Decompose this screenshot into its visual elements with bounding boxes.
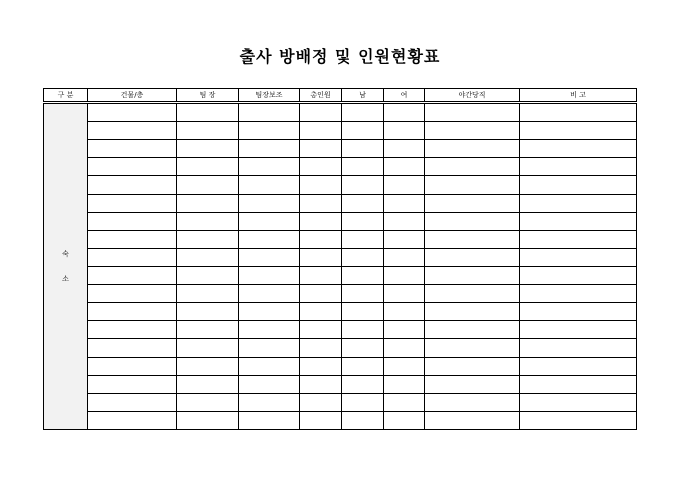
cell-assistant-leader[interactable] [239,375,300,393]
cell-male[interactable] [342,303,384,321]
cell-total-people[interactable] [300,411,342,429]
cell-female[interactable] [384,212,425,230]
cell-total-people[interactable] [300,357,342,375]
cell-total-people[interactable] [300,176,342,194]
cell-total-people[interactable] [300,103,342,122]
cell-remarks[interactable] [520,194,637,212]
cell-assistant-leader[interactable] [239,339,300,357]
cell-male[interactable] [342,176,384,194]
table-row [44,122,637,140]
cell-building-floor[interactable] [88,122,177,140]
cell-female[interactable] [384,158,425,176]
cell-total-people[interactable] [300,303,342,321]
cell-team-leader[interactable] [177,321,239,339]
cell-night-duty[interactable] [425,393,520,411]
cell-male[interactable] [342,266,384,284]
cell-assistant-leader[interactable] [239,176,300,194]
cell-female[interactable] [384,303,425,321]
table-row [44,393,637,411]
header-building-floor: 건물/층 [88,89,177,103]
cell-night-duty[interactable] [425,194,520,212]
cell-total-people[interactable] [300,230,342,248]
cell-building-floor[interactable] [88,393,177,411]
cell-remarks[interactable] [520,103,637,122]
cell-total-people[interactable] [300,248,342,266]
cell-total-people[interactable] [300,285,342,303]
cell-night-duty[interactable] [425,176,520,194]
cell-remarks[interactable] [520,375,637,393]
table-row [44,285,637,303]
cell-male[interactable] [342,321,384,339]
room-assignment-table [43,88,637,430]
cell-team-leader[interactable] [177,176,239,194]
cell-team-leader[interactable] [177,411,239,429]
cell-building-floor[interactable] [88,339,177,357]
header-male: 남 [342,89,384,103]
cell-building-floor[interactable] [88,266,177,284]
cell-night-duty[interactable] [425,103,520,122]
cell-team-leader[interactable] [177,194,239,212]
cell-team-leader[interactable] [177,230,239,248]
cell-team-leader[interactable] [177,339,239,357]
cell-team-leader[interactable] [177,158,239,176]
cell-female[interactable] [384,103,425,122]
cell-female[interactable] [384,140,425,158]
cell-team-leader[interactable] [177,122,239,140]
cell-male[interactable] [342,140,384,158]
cell-assistant-leader[interactable] [239,158,300,176]
cell-remarks[interactable] [520,411,637,429]
document-title: 출사 방배정 및 인원현황표 [239,47,441,66]
cell-male[interactable] [342,248,384,266]
cell-assistant-leader[interactable] [239,194,300,212]
cell-assistant-leader[interactable] [239,285,300,303]
cell-male[interactable] [342,285,384,303]
group-cell-lodging [44,103,88,430]
cell-building-floor[interactable] [88,103,177,122]
cell-assistant-leader[interactable] [239,212,300,230]
cell-team-leader[interactable] [177,393,239,411]
cell-assistant-leader[interactable] [239,321,300,339]
cell-building-floor[interactable] [88,248,177,266]
cell-night-duty[interactable] [425,339,520,357]
cell-male[interactable] [342,158,384,176]
cell-building-floor[interactable] [88,194,177,212]
cell-total-people[interactable] [300,122,342,140]
table-row [44,176,637,194]
table-row [44,103,637,122]
cell-team-leader[interactable] [177,285,239,303]
cell-male[interactable] [342,375,384,393]
cell-night-duty[interactable] [425,158,520,176]
table-row [44,248,637,266]
cell-night-duty[interactable] [425,285,520,303]
cell-night-duty[interactable] [425,303,520,321]
cell-building-floor[interactable] [88,303,177,321]
cell-assistant-leader[interactable] [239,230,300,248]
cell-male[interactable] [342,103,384,122]
cell-total-people[interactable] [300,393,342,411]
cell-total-people[interactable] [300,140,342,158]
cell-team-leader[interactable] [177,375,239,393]
cell-remarks[interactable] [520,285,637,303]
cell-night-duty[interactable] [425,321,520,339]
cell-assistant-leader[interactable] [239,266,300,284]
cell-female[interactable] [384,375,425,393]
cell-team-leader[interactable] [177,140,239,158]
cell-night-duty[interactable] [425,357,520,375]
cell-team-leader[interactable] [177,212,239,230]
cell-building-floor[interactable] [88,140,177,158]
cell-team-leader[interactable] [177,248,239,266]
cell-female[interactable] [384,411,425,429]
cell-female[interactable] [384,248,425,266]
cell-female[interactable] [384,339,425,357]
cell-night-duty[interactable] [425,140,520,158]
cell-night-duty[interactable] [425,248,520,266]
header-team-leader: 팀 장 [177,89,239,103]
cell-female[interactable] [384,266,425,284]
cell-female[interactable] [384,122,425,140]
cell-male[interactable] [342,393,384,411]
cell-female[interactable] [384,176,425,194]
cell-night-duty[interactable] [425,375,520,393]
cell-building-floor[interactable] [88,230,177,248]
table-row [44,321,637,339]
cell-male[interactable] [342,212,384,230]
cell-assistant-leader[interactable] [239,411,300,429]
table-row [44,266,637,284]
cell-male[interactable] [342,194,384,212]
group-label-char: 숙 [62,249,69,258]
cell-total-people[interactable] [300,212,342,230]
cell-assistant-leader[interactable] [239,140,300,158]
cell-female[interactable] [384,357,425,375]
cell-remarks[interactable] [520,393,637,411]
cell-building-floor[interactable] [88,212,177,230]
header-row [44,89,637,103]
cell-night-duty[interactable] [425,411,520,429]
cell-remarks[interactable] [520,230,637,248]
cell-remarks[interactable] [520,158,637,176]
header-remarks: 비 고 [520,89,637,103]
cell-remarks[interactable] [520,303,637,321]
header-assistant-leader: 팀장보조 [239,89,300,103]
cell-male[interactable] [342,411,384,429]
cell-male[interactable] [342,339,384,357]
table-row [44,411,637,429]
cell-remarks[interactable] [520,122,637,140]
cell-female[interactable] [384,194,425,212]
cell-team-leader[interactable] [177,103,239,122]
cell-total-people[interactable] [300,321,342,339]
table-row [44,375,637,393]
cell-assistant-leader[interactable] [239,303,300,321]
cell-remarks[interactable] [520,212,637,230]
cell-remarks[interactable] [520,248,637,266]
cell-male[interactable] [342,122,384,140]
cell-male[interactable] [342,357,384,375]
cell-total-people[interactable] [300,339,342,357]
cell-remarks[interactable] [520,357,637,375]
cell-remarks[interactable] [520,176,637,194]
cell-male[interactable] [342,230,384,248]
header-night-duty: 야간당직 [425,89,520,103]
cell-night-duty[interactable] [425,122,520,140]
cell-remarks[interactable] [520,266,637,284]
table-row [44,158,637,176]
table-body [44,103,637,430]
cell-night-duty[interactable] [425,266,520,284]
cell-assistant-leader[interactable] [239,248,300,266]
cell-assistant-leader[interactable] [239,103,300,122]
cell-female[interactable] [384,285,425,303]
cell-assistant-leader[interactable] [239,122,300,140]
table-row [44,357,637,375]
table-row [44,140,637,158]
header-category: 구 분 [44,89,88,103]
cell-total-people[interactable] [300,194,342,212]
cell-team-leader[interactable] [177,357,239,375]
cell-team-leader[interactable] [177,266,239,284]
table-row [44,194,637,212]
table-row [44,230,637,248]
cell-team-leader[interactable] [177,303,239,321]
cell-remarks[interactable] [520,339,637,357]
cell-night-duty[interactable] [425,230,520,248]
cell-building-floor[interactable] [88,357,177,375]
cell-female[interactable] [384,321,425,339]
cell-building-floor[interactable] [88,176,177,194]
cell-building-floor[interactable] [88,411,177,429]
cell-assistant-leader[interactable] [239,357,300,375]
cell-remarks[interactable] [520,140,637,158]
table-row [44,212,637,230]
cell-total-people[interactable] [300,375,342,393]
table-row [44,339,637,357]
cell-total-people[interactable] [300,266,342,284]
cell-building-floor[interactable] [88,158,177,176]
cell-building-floor[interactable] [88,321,177,339]
header-female: 여 [384,89,425,103]
cell-night-duty[interactable] [425,212,520,230]
table-row [44,303,637,321]
header-total-people: 총인원 [300,89,342,103]
cell-total-people[interactable] [300,158,342,176]
cell-building-floor[interactable] [88,375,177,393]
cell-remarks[interactable] [520,321,637,339]
cell-assistant-leader[interactable] [239,393,300,411]
cell-female[interactable] [384,230,425,248]
cell-building-floor[interactable] [88,285,177,303]
cell-female[interactable] [384,393,425,411]
group-label-char: 소 [62,274,69,283]
